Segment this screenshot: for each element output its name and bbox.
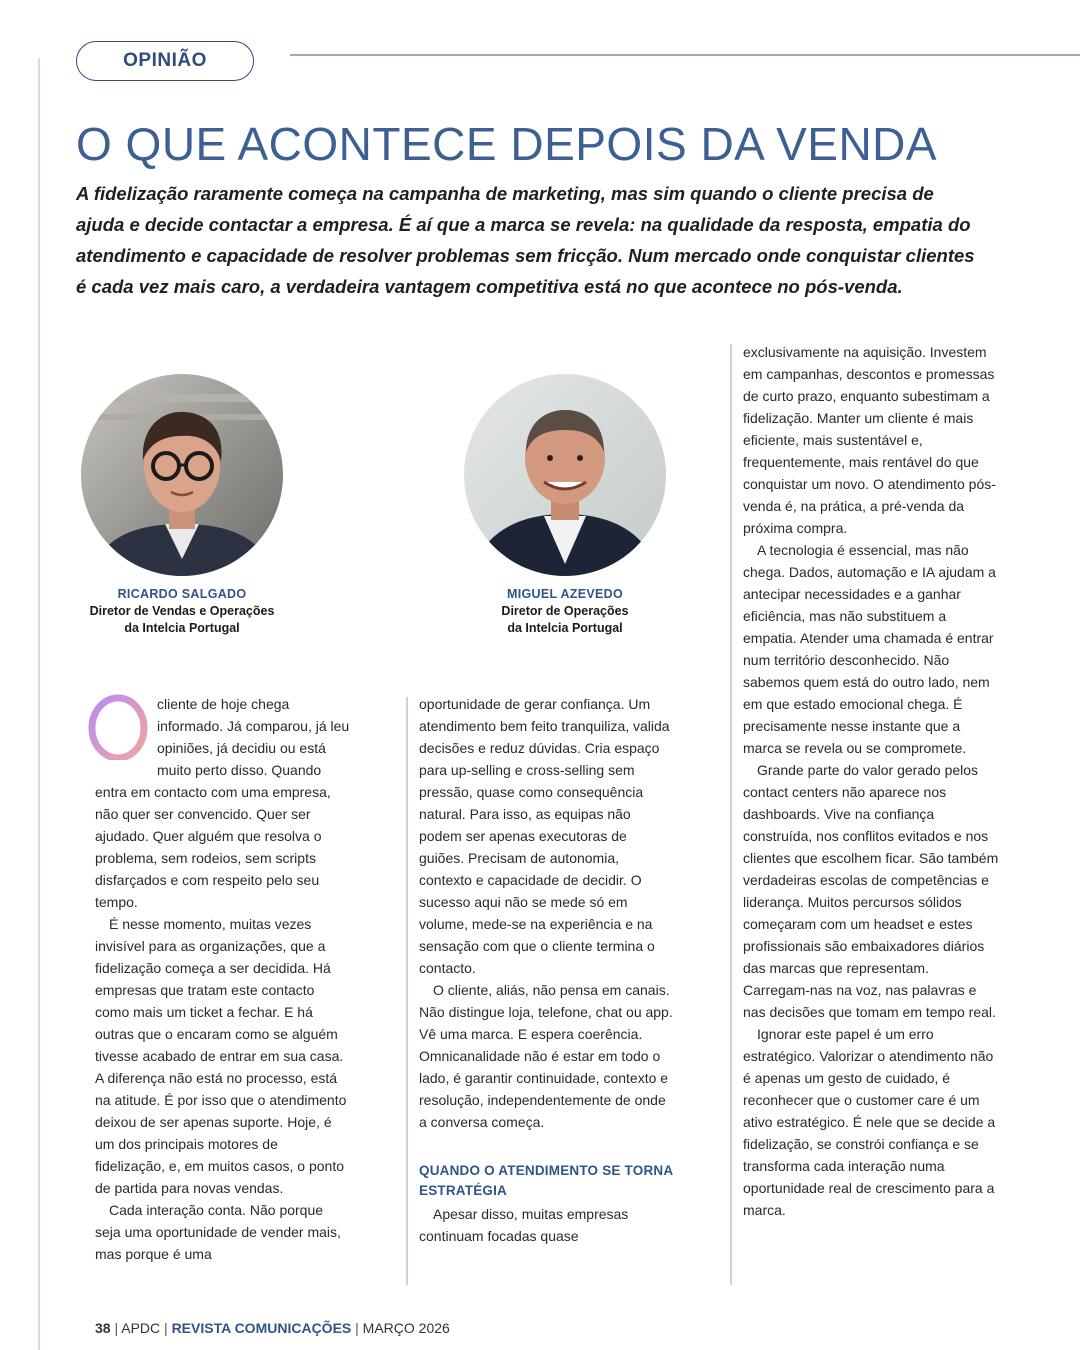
column-rule-2	[406, 697, 408, 1285]
author-role: Diretor de Vendas e Operações	[89, 604, 275, 618]
author-role: Diretor de Operações	[501, 604, 629, 618]
footer-separator: |	[114, 1320, 122, 1336]
author-caption-miguel-azevedo	[435, 586, 695, 637]
footer-separator: |	[164, 1320, 172, 1336]
footer-org: APDC	[121, 1320, 161, 1336]
author-name: RICARDO SALGADO	[117, 587, 247, 601]
article-column-3	[743, 341, 999, 1221]
author-name: MIGUEL AZEVEDO	[506, 587, 624, 601]
paragraph: cliente de hoje chega informado. Já comparou, já leu opiniões, já decidiu ou está muito perto disso. Quando entra em contacto com uma empresa, não quer ser convencido. Quer ser ajudado. Quer alguém que resolva o problema, sem rodeios, sem scripts disfarçados e com respeito pelo seu tempo.	[95, 696, 350, 910]
paragraph: Ignorar este papel é um erro estratégico. Valorizar o atendimento não é apenas um gesto de cuidado, é reconhecer que o customer care é um ativo estratégico. É nele que se decide a fidelização, se constrói confiança e se transforma cada interação numa oportunidade real de crescimento para a marca.	[743, 1026, 996, 1218]
paragraph: A tecnologia é essencial, mas não chega. Dados, automação e IA ajudam a antecipar necessidades e a ganhar eficiência, mas não substituem a empatia. Atender uma chamada é entrar num território desconhecido. Não sabemos quem está do outro lado, nem em que estado emocional chega. É precisamente nesse instante que a marca se revela ou se compromete.	[743, 542, 996, 756]
author-company: da Intelcia Portugal	[124, 621, 240, 635]
paragraph: Cada interação conta. Não porque seja uma oportunidade de vender mais, mas porque é uma	[95, 1202, 341, 1262]
page-footer	[95, 1318, 450, 1338]
author-photo-miguel-azevedo	[464, 374, 666, 576]
author-company: da Intelcia Portugal	[507, 621, 623, 635]
article-column-2	[419, 693, 673, 1247]
author-caption-ricardo-salgado	[52, 586, 312, 637]
header-rule	[290, 54, 1080, 56]
page-left-rule	[38, 58, 40, 1350]
paragraph: oportunidade de gerar confiança. Um atendimento bem feito tranquiliza, valida decisões e reduz dúvidas. Cria espaço para up-selling e cross-selling sem pressão, quase como consequência natural. Para isso, as equipas não podem ser apenas executoras de guiões. Precisam de autonomia, contexto e capacidade de decidir. O sucesso aqui não se mede só em volume, mede-se na experiência e na sensação com que o cliente termina o contacto.	[419, 696, 670, 976]
column-rule-3	[730, 344, 732, 1285]
page-number: 38	[95, 1320, 111, 1336]
footer-magazine: REVISTA COMUNICAÇÕES	[171, 1320, 352, 1336]
paragraph: exclusivamente na aquisição. Investem em campanhas, descontos e promessas de curto prazo, enquanto subestimam a fidelização. Manter um cliente é mais eficiente, mais sustentável e, frequentemente, mais rentável do que conquistar um novo. O atendimento pós-venda é, na prática, a pré-venda da próxima compra.	[743, 344, 996, 536]
footer-date: MARÇO 2026	[362, 1320, 450, 1336]
paragraph: Apesar disso, muitas empresas continuam focadas quase	[419, 1206, 629, 1244]
section-badge: OPINIÃO	[76, 41, 254, 81]
paragraph: Grande parte do valor gerado pelos contact centers não aparece nos dashboards. Vive na confiança construída, nos conflitos evitados e nos clientes que escolhem ficar. São também verdadeiras escolas de competências e liderança. Muitos percursos sólidos começaram com um headset e estes profissionais são embaixadores diários das marcas que representam. Carregam-nas na voz, nas palavras e nas decisões que tomam em tempo real.	[743, 762, 999, 1020]
footer-separator: |	[355, 1320, 363, 1336]
dropcap-o-letter	[87, 694, 149, 760]
paragraph: É nesse momento, muitas vezes invisível para as organizações, que a fidelização começa a ser decidida. Há empresas que tratam este contacto como mais um ticket a fechar. E há outras que o encaram como se alguém tivesse acabado de entrar em sua casa. A diferença não está no processo, está na atitude. É por isso que o atendimento deixou de ser apenas suporte. Hoje, é um dos principais motores de fidelização, e, em muitos casos, o ponto de partida para novas vendas.	[95, 916, 347, 1196]
article-column-1	[95, 693, 351, 1265]
article-title: O QUE ACONTECE DEPOIS DA VENDA	[76, 118, 938, 170]
paragraph: O cliente, aliás, não pensa em canais. Não distingue loja, telefone, chat ou app. Vê uma marca. E espera coerência. Omnicanalidade não é estar em todo o lado, é garantir continuidade, contexto e resolução, independentemente de onde a conversa começa.	[419, 982, 673, 1130]
author-photo-ricardo-salgado	[81, 374, 283, 576]
article-lead: A fidelização raramente começa na campanha de marketing, mas sim quando o cliente precisa de ajuda e decide contactar a empresa. É aí que a marca se revela: na qualidade da resposta, empatia do atendimento e capacidade de resolver problemas sem fricção. Num mercado onde conquistar clientes é cada vez mais caro, a verdadeira vantagem competitiva está no que acontece no pós-venda.	[76, 183, 975, 297]
section-subheading: QUANDO O ATENDIMENTO SE TORNA ESTRATÉGIA	[419, 1163, 673, 1198]
